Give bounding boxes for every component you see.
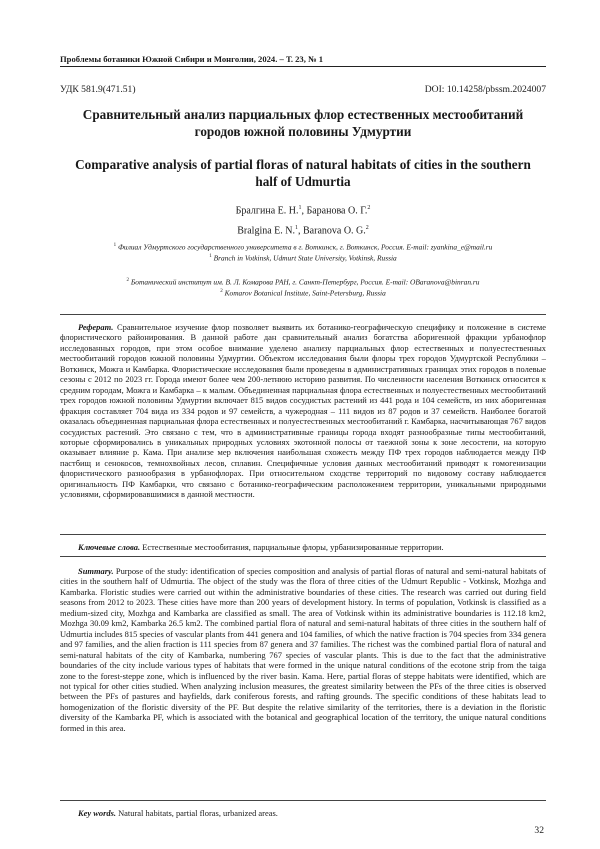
running-header: Проблемы ботаники Южной Сибири и Монголии, 2024. – Т. 23, № 1 xyxy=(60,54,324,64)
keywords-label: Key words. xyxy=(78,808,116,818)
author-affiliation-mark: 2 xyxy=(365,225,369,231)
affiliation-ru: Ботанический институт им. В. Л. Комарова РАН, г. Санкт-Петербург, Россия. E-mail: OBaranova@binran.ru xyxy=(129,277,480,287)
udk-code: УДК 581.9(471.51) xyxy=(60,84,136,95)
author-separator: , xyxy=(301,205,307,217)
affiliation-2 xyxy=(60,276,546,299)
keywords-label: Ключевые слова. xyxy=(78,542,141,552)
authors-ru xyxy=(60,205,546,216)
keywords-en xyxy=(60,808,546,818)
affiliation-mark: 2 xyxy=(220,289,223,295)
doi[interactable]: DOI: 10.14258/pbssm.2024007 xyxy=(424,84,546,95)
abstract-label: Реферат. xyxy=(78,322,114,332)
keywords-text: Естественные местообитания, парциальные флоры, урбанизированные территории. xyxy=(140,542,444,552)
author-name: Bralgina E. N. xyxy=(237,225,295,237)
affiliation-mark: 1 xyxy=(209,254,212,260)
page-number: 32 xyxy=(534,825,544,836)
section-divider xyxy=(60,534,546,535)
header-divider xyxy=(60,66,546,67)
section-divider xyxy=(60,800,546,801)
author-affiliation-mark: 1 xyxy=(298,205,302,211)
summary-label: Summary. xyxy=(78,566,114,576)
authors-en xyxy=(60,225,546,236)
author-name: Баранова О. Г. xyxy=(306,205,368,217)
author-name: Baranova O. G. xyxy=(303,225,366,237)
author-affiliation-mark: 1 xyxy=(295,225,298,231)
affiliation-en: Branch in Votkinsk, Udmurt State University, Votkinsk, Russia xyxy=(211,253,397,263)
keywords-text: Natural habitats, partial floras, urbanized areas. xyxy=(115,808,278,818)
author-affiliation-mark: 2 xyxy=(367,205,371,211)
affiliation-en: Komarov Botanical Institute, Saint-Petersburg, Russia xyxy=(222,288,386,298)
article-title-en: Comparative analysis of partial floras of natural habitats of cities in the southern half of Udmurtia xyxy=(75,157,531,189)
abstract-text: Сравнительное изучение флор позволяет выявить их ботанико-географическую специфику и положение в системе флористического районирования. В данной работе дан сравнительный анализ богатства аборигенной фракции урбанофлор исследованных городов, при этом особое внимание уделено анализу парциальных флор естественных и полуестественных местообитаний городов южной половины Удмуртии. Объектом исследования были флоры трех городов Удмуртской Республики – Воткинск, Можга и Камбарка. Флористические исследования были проведены в административных границах этих городов в полевые сезоны с 2012 по 2023 гг. Города имеют более чем 200-летнюю историю развития. По численности населения Воткинск относится к средним городам, Можга и Камбарка – к малым. Объединенная парциальная флора естественных и полуестественных местообитаний трех городов южной половины Удмуртии включает 815 видов сосудистых растений из 441 рода и 104 семейств, из них аборигенная фракция составляет 704 вида из 334 родов и 97 семейств, а чужеродная – 111 видов из 87 родов и 37 семейств. Наиболее богатой оказалась объединенная парциальная флора естественных и полуестественных местообитаний г. Камбарка, насчитывающая 767 видов сосудистых растений. Это связано с тем, что в административные границы города входят разнообразные типы местообитаний, которые сформировались в уникальных природных условиях экотонной полосы от таежной зоны к зоне лесостепи, на которую оказывает влияние р. Кама. При анализе мер включения наибольшая схожесть между ПФ трех городов наблюдается между ПФ пастбищ и сенокосов, темнохвойных лесов, сплавин. Специфичные условия данных местообитаний приводят к гомогенизации флористического разнообразия в урбанофлорах. При относительном сходстве территорий по видовому составу наблюдается оригинальность ПФ Камбарки, что связано с ботанико-географическим расположением территории, уникальными природными условиями, сформировавшимися в данной местности. xyxy=(60,322,546,500)
article-title-ru: Сравнительный анализ парциальных флор естественных местообитаний городов южной половины Удмуртии xyxy=(82,107,524,139)
section-divider xyxy=(60,314,546,315)
summary-text: Purpose of the study: identification of species composition and analysis of partial floras of natural and semi-natural habitats of cities in the southern half of Udmurtia. The object of the study was the flora of three cities of the Udmurt Republic - Votkinsk, Mozhga and Kambarka. Floristic studies were carried out within the administrative boundaries of these cities. The research was carried out during field seasons from 2012 to 2023. These cities have more than 200 years of development history. In terms of population, Votkinsk is classified as a medium-sized city, Mozhga and Kambarka are classified as small. The area of Votkinsk within its administrative boundaries is 112.18 km2, Mozhga 30.09 km2, Kambarka 26.5 km2. The combined partial flora of natural and semi-natural habitats of three cities in the southern half of Udmurtia includes 815 species of vascular plants from 441 genera and 104 families, of which the native fraction is 704 species from 334 genera and 97 families, and the alien fraction is 111 species from 87 genera and 37 families. The richest was the combined partial flora of natural and semi-natural habitats of the city of Kambarka, numbering 767 species of vascular plants. This is due to the fact that the administrative boundaries of the city include various types of habitats that were formed in the unique natural conditions of the ecotone strip from the taiga zone to the forest-steppe zone, which is influenced by the river basin. Kama. Here, partial floras of steppe habitats were identified, which are not typical for other cities studied. When analyzing inclusion measures, the greatest similarity between the PFs of the three cities is observed between the PFs of pastures and hayfields, dark coniferous forests, and rafting grounds. The specific conditions of these habitats lead to homogenization of the floristic diversity of the PF. But despite the relative similarity of the territories, there is a deviation in the floristic diversity of the Kambarka PF, which is associated with the botanical and geographical location of the territory, the unique natural conditions formed in this area. xyxy=(60,566,546,733)
abstract-ru xyxy=(60,322,546,500)
author-separator: , xyxy=(298,225,303,237)
keywords-ru xyxy=(60,542,546,552)
abstract-en xyxy=(60,566,546,733)
affiliation-1 xyxy=(60,241,546,264)
section-divider xyxy=(60,556,546,557)
author-name: Бралгина Е. Н. xyxy=(235,205,299,217)
affiliation-mark: 2 xyxy=(126,278,130,283)
affiliation-mark: 1 xyxy=(113,243,117,248)
affiliation-ru: Филиал Удмуртского государственного университета в г. Воткинск, г. Воткинск, Россия. E-mail: zyankina_e@mail.ru xyxy=(116,242,493,252)
